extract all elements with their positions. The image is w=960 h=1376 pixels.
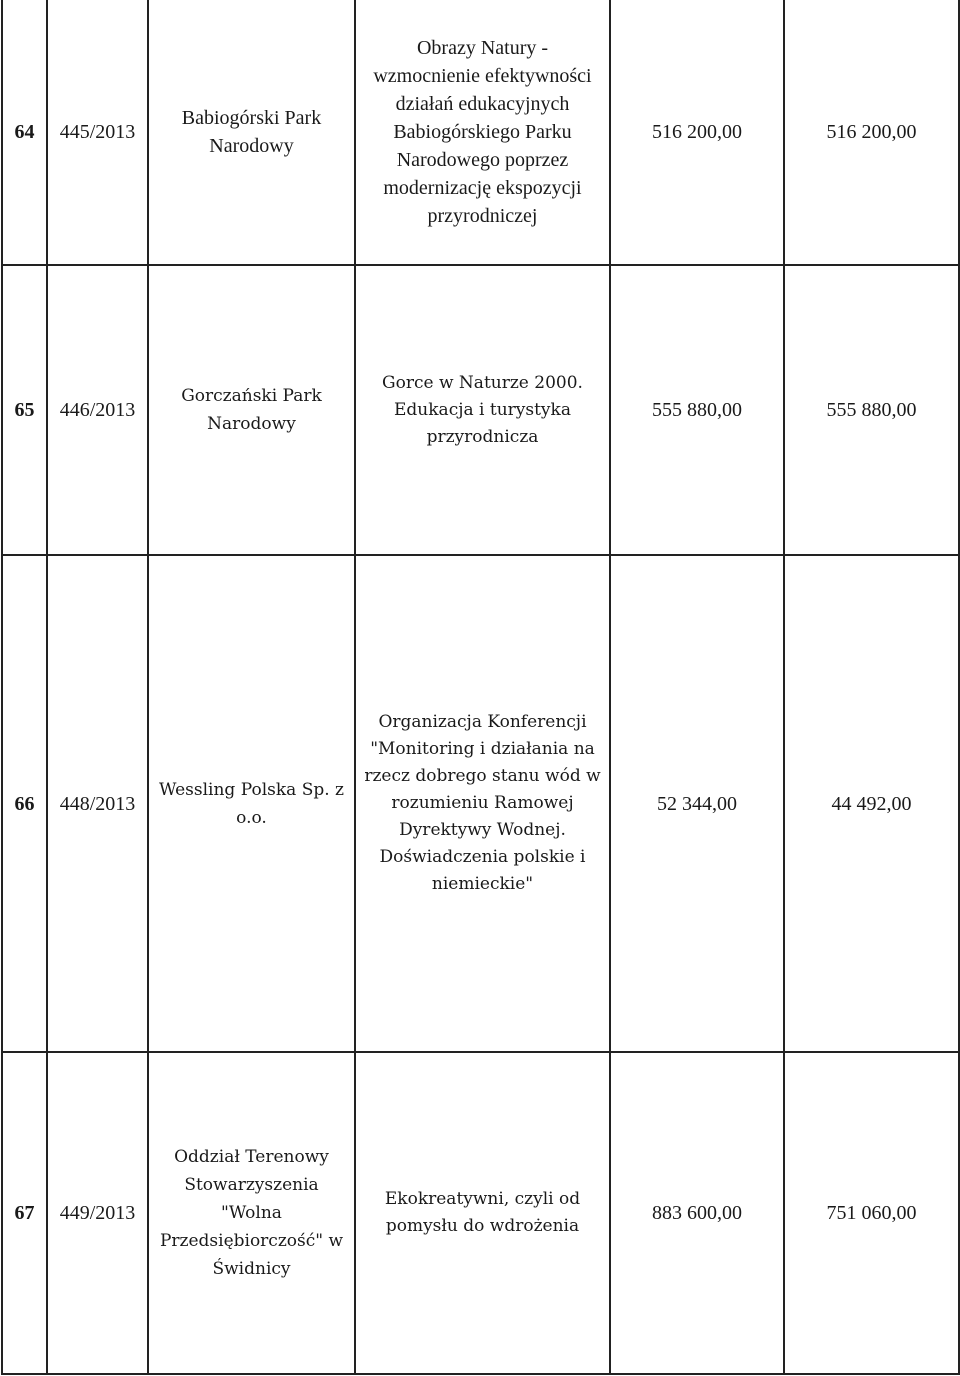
grant-amount: 751 060,00 xyxy=(784,1052,959,1374)
beneficiary-line: o.o. xyxy=(236,807,267,828)
beneficiary-line: Oddział Terenowy xyxy=(174,1147,329,1167)
title-line: Doświadczenia polskie i xyxy=(379,847,586,867)
title-line: Narodowego poprzez xyxy=(396,149,569,171)
beneficiary xyxy=(148,265,355,555)
title-line: Babiogórskiego Parku xyxy=(393,121,572,143)
title-line: modernizację ekspozycji xyxy=(383,177,582,199)
table-row xyxy=(2,0,959,265)
beneficiary-line: Wessling Polska Sp. z xyxy=(159,779,344,800)
beneficiary-line: Babiogórski Park xyxy=(181,107,322,129)
agreement-number: 449/2013 xyxy=(47,1052,148,1374)
title-line: rozumieniu Ramowej xyxy=(391,793,574,813)
total-amount: 516 200,00 xyxy=(610,0,784,265)
beneficiary-line: "Wolna xyxy=(221,1203,282,1223)
title-line: przyrodniczej xyxy=(427,205,538,227)
grants-table xyxy=(1,0,960,1375)
beneficiary xyxy=(148,1052,355,1374)
grant-amount: 555 880,00 xyxy=(784,265,959,555)
title-line: Ekokreatywni, czyli od xyxy=(384,1189,581,1209)
title-line: Dyrektywy Wodnej. xyxy=(399,820,566,840)
project-title xyxy=(355,555,610,1052)
title-line: pomysłu do wdrożenia xyxy=(385,1216,580,1236)
title-line: przyrodnicza xyxy=(426,426,539,447)
beneficiary xyxy=(148,0,355,265)
row-number: 66 xyxy=(2,555,47,1052)
total-amount: 52 344,00 xyxy=(610,555,784,1052)
beneficiary-line: Przedsiębiorczość" w xyxy=(159,1231,344,1251)
beneficiary xyxy=(148,555,355,1052)
grant-amount: 516 200,00 xyxy=(784,0,959,265)
beneficiary-line: Narodowy xyxy=(207,414,296,434)
table-row xyxy=(2,265,959,555)
beneficiary-line: Świdnicy xyxy=(212,1259,291,1279)
title-line: wzmocnienie efektywności xyxy=(373,65,592,87)
title-line: "Monitoring i działania na xyxy=(370,739,595,759)
grant-amount: 44 492,00 xyxy=(784,555,959,1052)
row-number: 64 xyxy=(2,0,47,265)
row-number: 67 xyxy=(2,1052,47,1374)
title-line: niemieckie" xyxy=(431,874,534,894)
agreement-number: 445/2013 xyxy=(47,0,148,265)
title-line: Edukacja i turystyka xyxy=(394,399,571,420)
table-row xyxy=(2,1052,959,1374)
table-row xyxy=(2,555,959,1052)
title-line: Gorce w Naturze 2000. xyxy=(382,372,583,393)
project-title xyxy=(355,1052,610,1374)
agreement-number: 446/2013 xyxy=(47,265,148,555)
title-line: Obrazy Natury - xyxy=(416,37,549,59)
row-number: 65 xyxy=(2,265,47,555)
beneficiary-line: Gorczański Park xyxy=(181,386,322,406)
total-amount: 555 880,00 xyxy=(610,265,784,555)
beneficiary-line: Stowarzyszenia xyxy=(184,1175,319,1195)
project-title xyxy=(355,265,610,555)
title-line: Organizacja Konferencji xyxy=(378,712,587,732)
title-line: działań edukacyjnych xyxy=(395,93,570,115)
agreement-number: 448/2013 xyxy=(47,555,148,1052)
title-line: rzecz dobrego stanu wód w xyxy=(364,766,601,786)
beneficiary-line: Narodowy xyxy=(209,135,294,157)
total-amount: 883 600,00 xyxy=(610,1052,784,1374)
project-title xyxy=(355,0,610,265)
